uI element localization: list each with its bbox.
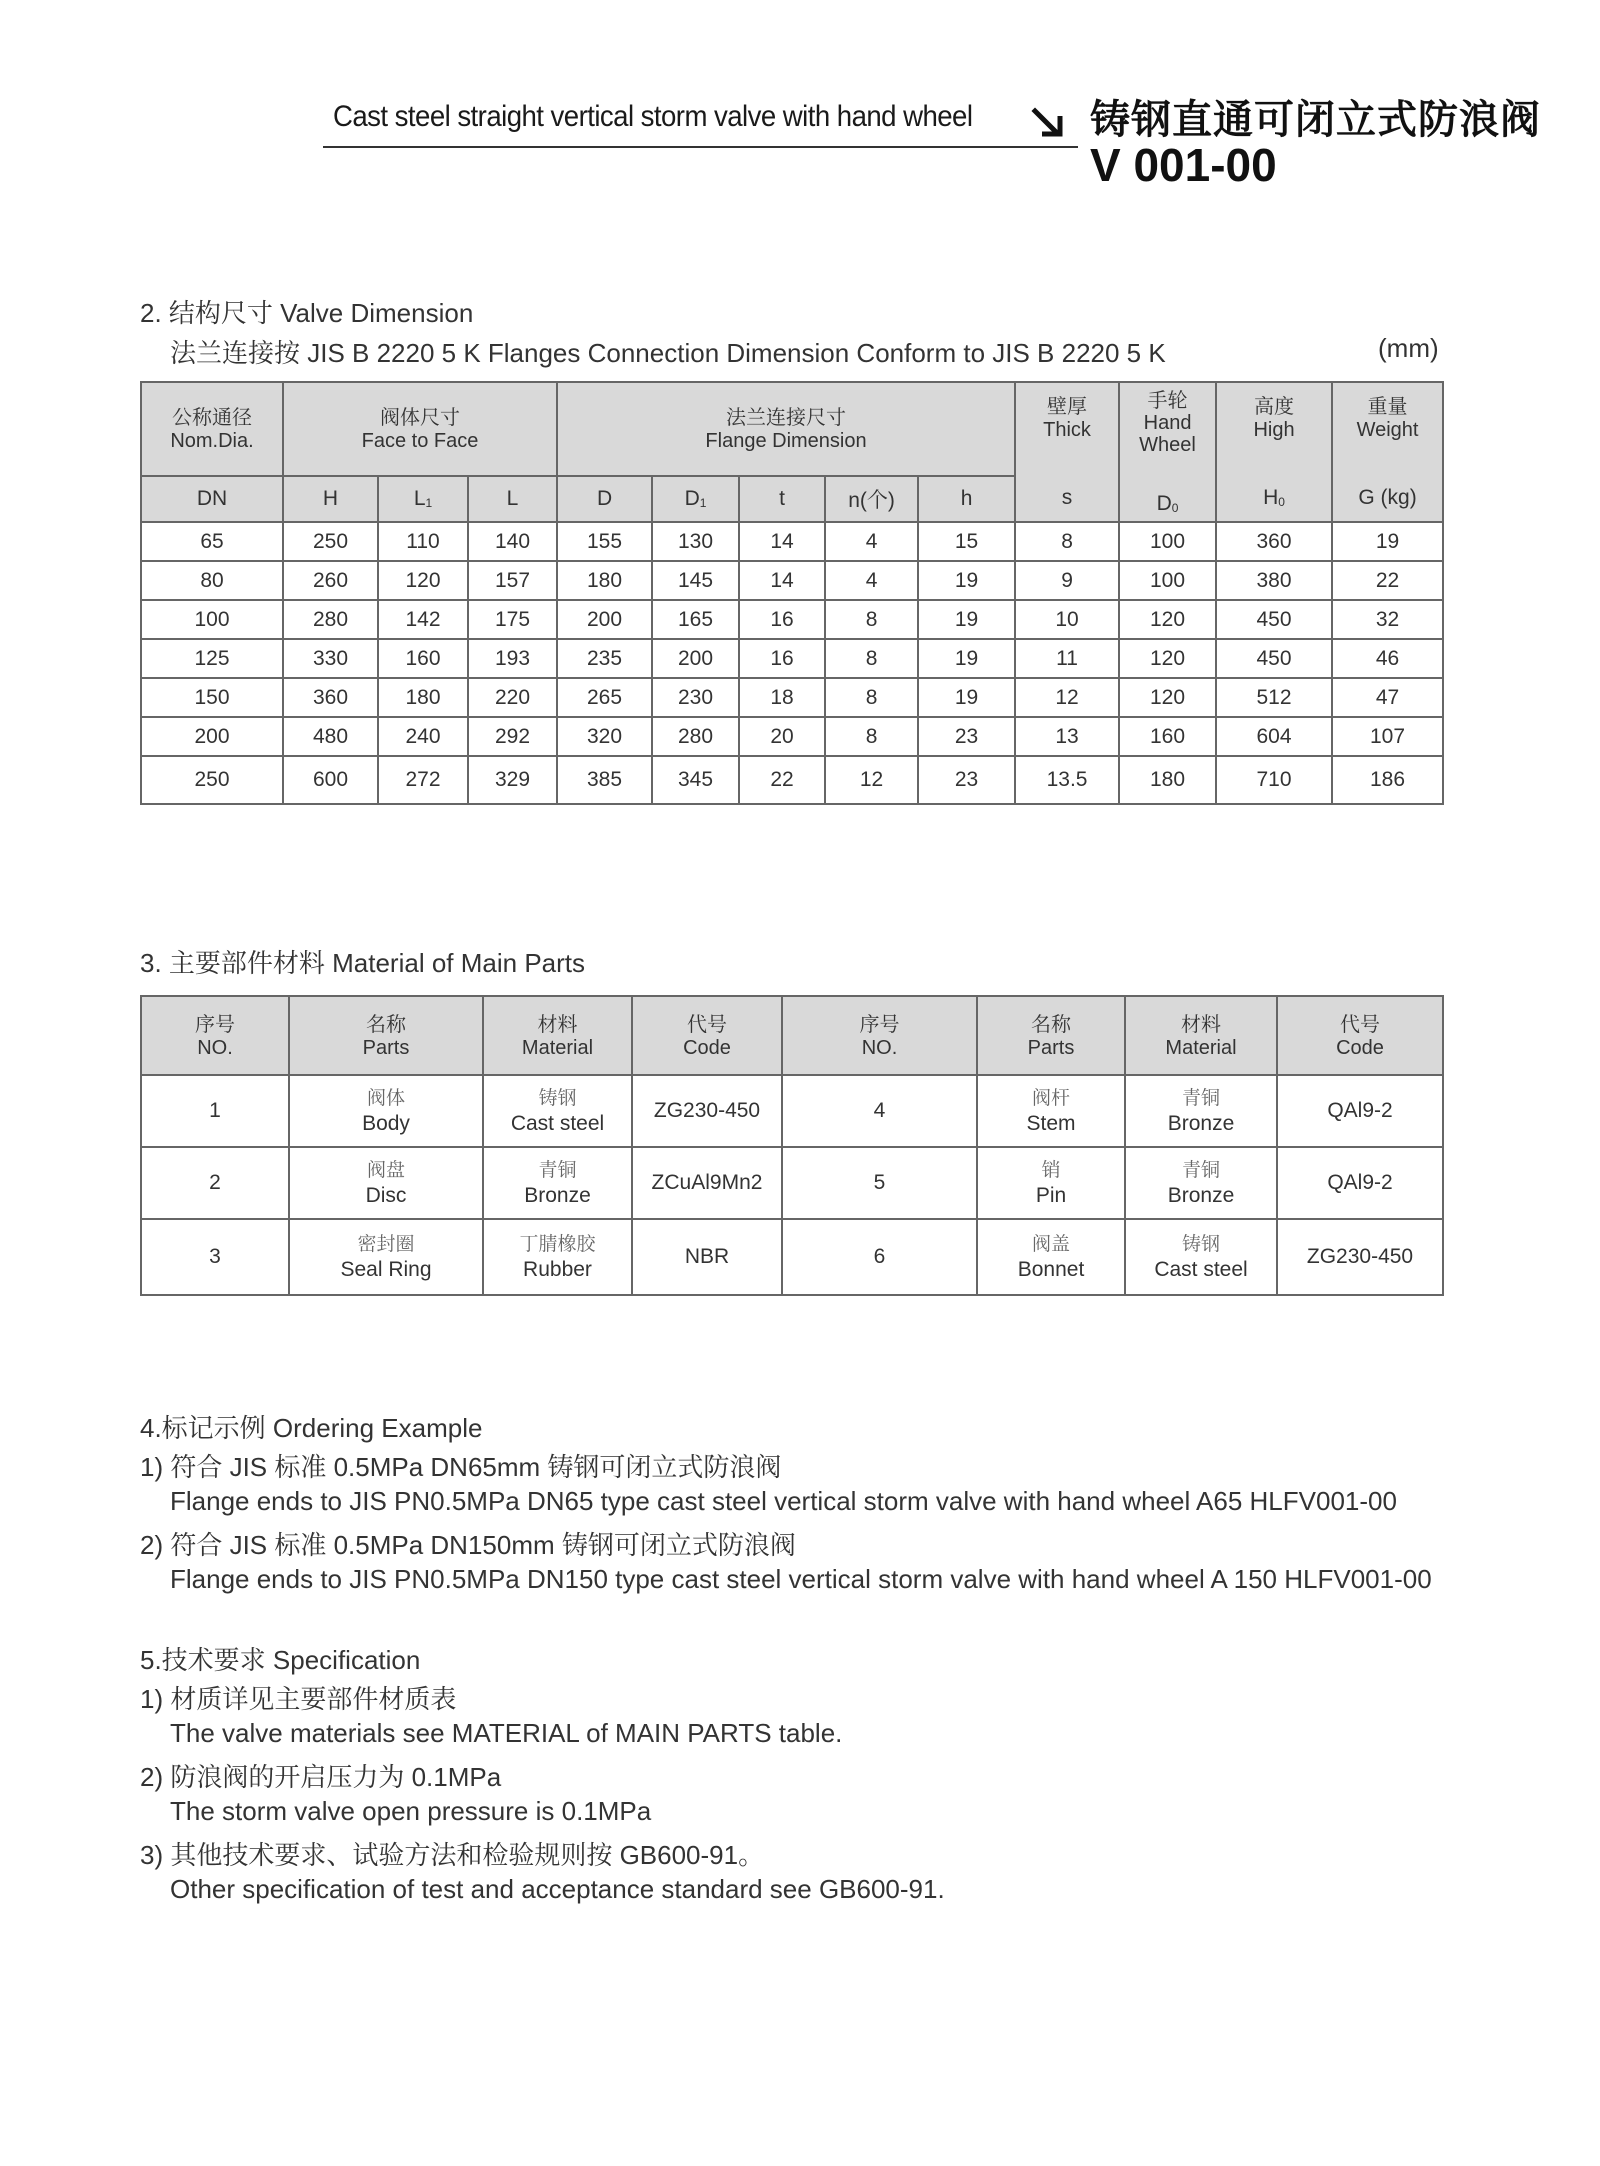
table-cell: 100 [141,600,283,639]
header-h-small: h [918,476,1015,522]
table-cell: 160 [1119,717,1216,756]
part-name: 阀盘 Disc [289,1147,483,1219]
table-cell: 18 [739,678,825,717]
table-cell: 4 [825,522,918,561]
material-header-cell: 代号 Code [1277,996,1443,1075]
material-table-body [141,1075,1443,1295]
table-row [141,1147,1443,1219]
material-header-cell: 序号 NO. [141,996,289,1075]
part-name: 阀杆 Stem [977,1075,1125,1147]
part-code: NBR [632,1219,782,1295]
part-number: 5 [782,1147,977,1219]
table-cell: 110 [378,522,468,561]
table-cell: 235 [557,639,652,678]
table-cell: 165 [652,600,739,639]
table-cell: 120 [1119,600,1216,639]
header-high: 高度 High H0 [1216,382,1332,522]
material-header-cell: 材料 Material [483,996,632,1075]
table-cell: 100 [1119,561,1216,600]
table-cell: 360 [1216,522,1332,561]
part-code: ZG230-450 [1277,1219,1443,1295]
table-cell: 155 [557,522,652,561]
table-cell: 8 [825,678,918,717]
section-title-specification: 5.技术要求 Specification [140,1645,421,1675]
spec-item-1-en: The valve materials see MATERIAL of MAIN PARTS table. [170,1718,843,1748]
table-row [141,600,1443,639]
spec-item-2-en: The storm valve open pressure is 0.1MPa [170,1796,652,1826]
table-row [141,678,1443,717]
table-cell: 19 [918,600,1015,639]
table-cell: 16 [739,639,825,678]
header-weight: 重量 Weight G (kg) [1332,382,1443,522]
table-cell: 8 [825,639,918,678]
table-cell: 19 [918,639,1015,678]
part-number: 2 [141,1147,289,1219]
table-row [141,717,1443,756]
material-header-cell: 序号 NO. [782,996,977,1075]
table-cell: 14 [739,522,825,561]
part-material: 青铜 Bronze [1125,1075,1277,1147]
table-cell: 120 [378,561,468,600]
model-code: V 001-00 [1090,139,1277,191]
section-title-ordering: 4.标记示例 Ordering Example [140,1413,483,1443]
table-cell: 200 [557,600,652,639]
table-cell: 240 [378,717,468,756]
table-cell: 22 [1332,561,1443,600]
table-cell: 175 [468,600,557,639]
table-cell: 19 [1332,522,1443,561]
header-hand-wheel: 手轮 Hand Wheel D0 [1119,382,1216,522]
table-row [141,1075,1443,1147]
table-cell: 8 [825,600,918,639]
table-cell: 160 [378,639,468,678]
table-cell: 19 [918,678,1015,717]
part-number: 3 [141,1219,289,1295]
table-cell: 10 [1015,600,1119,639]
table-row [141,1219,1443,1295]
arrow-down-right-icon [1030,104,1066,140]
table-cell: 13.5 [1015,756,1119,804]
part-number: 1 [141,1075,289,1147]
material-header-row [141,996,1443,1075]
table-cell: 186 [1332,756,1443,804]
table-cell: 180 [378,678,468,717]
part-material: 青铜 Bronze [483,1147,632,1219]
table-cell: 15 [918,522,1015,561]
table-cell: 450 [1216,639,1332,678]
ordering-item-2-en: Flange ends to JIS PN0.5MPa DN150 type cast steel vertical storm valve with hand wheel A 150 HLFV001-00 [170,1564,1432,1594]
header-n: n(个) [825,476,918,522]
table-cell: 80 [141,561,283,600]
part-name: 阀体 Body [289,1075,483,1147]
table-cell: 12 [1015,678,1119,717]
table-cell: 19 [918,561,1015,600]
material-table [140,995,1444,1296]
table-row [141,561,1443,600]
table-cell: 20 [739,717,825,756]
valve-dimension-table [140,381,1444,805]
table-cell: 14 [739,561,825,600]
part-material: 铸钢 Cast steel [483,1075,632,1147]
table-cell: 22 [739,756,825,804]
table-cell: 157 [468,561,557,600]
header-t: t [739,476,825,522]
table-cell: 16 [739,600,825,639]
table-cell: 140 [468,522,557,561]
part-material: 铸钢 Cast steel [1125,1219,1277,1295]
header-dn: DN [141,476,283,522]
table-cell: 265 [557,678,652,717]
spec-item-1-cn: 1) 材质详见主要部件材质表 [140,1684,457,1714]
table-cell: 145 [652,561,739,600]
table-cell: 9 [1015,561,1119,600]
ordering-item-1-cn: 1) 符合 JIS 标准 0.5MPa DN65mm 铸钢可闭立式防浪阀 [140,1452,782,1482]
table-cell: 142 [378,600,468,639]
table-cell: 250 [141,756,283,804]
header-nom-dia: 公称通径 Nom.Dia. [141,382,283,476]
spec-item-3-cn: 3) 其他技术要求、试验方法和检验规则按 GB600-91。 [140,1840,765,1870]
part-number: 4 [782,1075,977,1147]
part-material: 青铜 Bronze [1125,1147,1277,1219]
material-header-cell: 名称 Parts [289,996,483,1075]
table-cell: 8 [1015,522,1119,561]
table-cell: 450 [1216,600,1332,639]
material-header-cell: 材料 Material [1125,996,1277,1075]
table-cell: 385 [557,756,652,804]
part-code: ZG230-450 [632,1075,782,1147]
table-row [141,756,1443,804]
table-cell: 200 [141,717,283,756]
table-cell: 46 [1332,639,1443,678]
table-cell: 125 [141,639,283,678]
header-face-to-face: 阀体尺寸 Face to Face [283,382,557,476]
table-row [141,522,1443,561]
title-underline-divider [323,146,1078,148]
header-d1: D1 [652,476,739,522]
table-cell: 280 [283,600,378,639]
table-cell: 180 [557,561,652,600]
table-cell: 220 [468,678,557,717]
header-l: L [468,476,557,522]
part-code: QAl9-2 [1277,1075,1443,1147]
section-title-material: 3. 主要部件材料 Material of Main Parts [140,948,585,978]
part-name: 密封圈 Seal Ring [289,1219,483,1295]
spec-item-3-en: Other specification of test and acceptance standard see GB600-91. [170,1874,945,1904]
table-cell: 130 [652,522,739,561]
table-cell: 8 [825,717,918,756]
header-flange-dimension: 法兰连接尺寸 Flange Dimension [557,382,1015,476]
material-header-cell: 代号 Code [632,996,782,1075]
table-cell: 345 [652,756,739,804]
table-cell: 480 [283,717,378,756]
table-cell: 600 [283,756,378,804]
hand-wheel-label: Hand Wheel [1139,412,1196,456]
table-cell: 13 [1015,717,1119,756]
document-title-en: Cast steel straight vertical storm valve with hand wheel [333,100,973,133]
table-cell: 330 [283,639,378,678]
table-cell: 23 [918,717,1015,756]
table-cell: 329 [468,756,557,804]
table-cell: 200 [652,639,739,678]
table-cell: 230 [652,678,739,717]
ordering-item-2-cn: 2) 符合 JIS 标准 0.5MPa DN150mm 铸钢可闭立式防浪阀 [140,1530,796,1560]
header-l1: L1 [378,476,468,522]
table-cell: 11 [1015,639,1119,678]
part-material: 丁腈橡胶 Rubber [483,1219,632,1295]
header-h: H [283,476,378,522]
flange-standard-note: 法兰连接按 JIS B 2220 5 K Flanges Connection Dimension Conform to JIS B 2220 5 K [170,338,1166,368]
table-cell: 604 [1216,717,1332,756]
part-code: QAl9-2 [1277,1147,1443,1219]
table-cell: 320 [557,717,652,756]
table-cell: 65 [141,522,283,561]
table-cell: 47 [1332,678,1443,717]
part-code: ZCuAl9Mn2 [632,1147,782,1219]
table-cell: 12 [825,756,918,804]
table-row [141,639,1443,678]
document-title-cn: 铸钢直通可闭立式防浪阀 [1090,97,1541,143]
unit-label: (mm) [1378,333,1439,363]
part-name: 销 Pin [977,1147,1125,1219]
table-cell: 4 [825,561,918,600]
table-cell: 100 [1119,522,1216,561]
table-cell: 280 [652,717,739,756]
table-cell: 272 [378,756,468,804]
ordering-item-1-en: Flange ends to JIS PN0.5MPa DN65 type cast steel vertical storm valve with hand wheel A65 HLFV001-00 [170,1486,1397,1516]
section-title-valve-dimension: 2. 结构尺寸 Valve Dimension [140,298,474,328]
table-cell: 150 [141,678,283,717]
dimension-table-body [141,522,1443,804]
part-number: 6 [782,1219,977,1295]
table-cell: 292 [468,717,557,756]
table-cell: 193 [468,639,557,678]
table-cell: 380 [1216,561,1332,600]
table-cell: 260 [283,561,378,600]
spec-item-2-cn: 2) 防浪阀的开启压力为 0.1MPa [140,1762,502,1792]
header-thick: 壁厚 Thick s [1015,382,1119,522]
table-cell: 107 [1332,717,1443,756]
table-cell: 360 [283,678,378,717]
material-header-cell: 名称 Parts [977,996,1125,1075]
table-cell: 32 [1332,600,1443,639]
table-cell: 120 [1119,678,1216,717]
table-cell: 180 [1119,756,1216,804]
part-name: 阀盖 Bonnet [977,1219,1125,1295]
table-cell: 23 [918,756,1015,804]
table-cell: 250 [283,522,378,561]
table-cell: 120 [1119,639,1216,678]
table-header-row-groups [141,382,1443,476]
table-cell: 512 [1216,678,1332,717]
header-d: D [557,476,652,522]
table-cell: 710 [1216,756,1332,804]
